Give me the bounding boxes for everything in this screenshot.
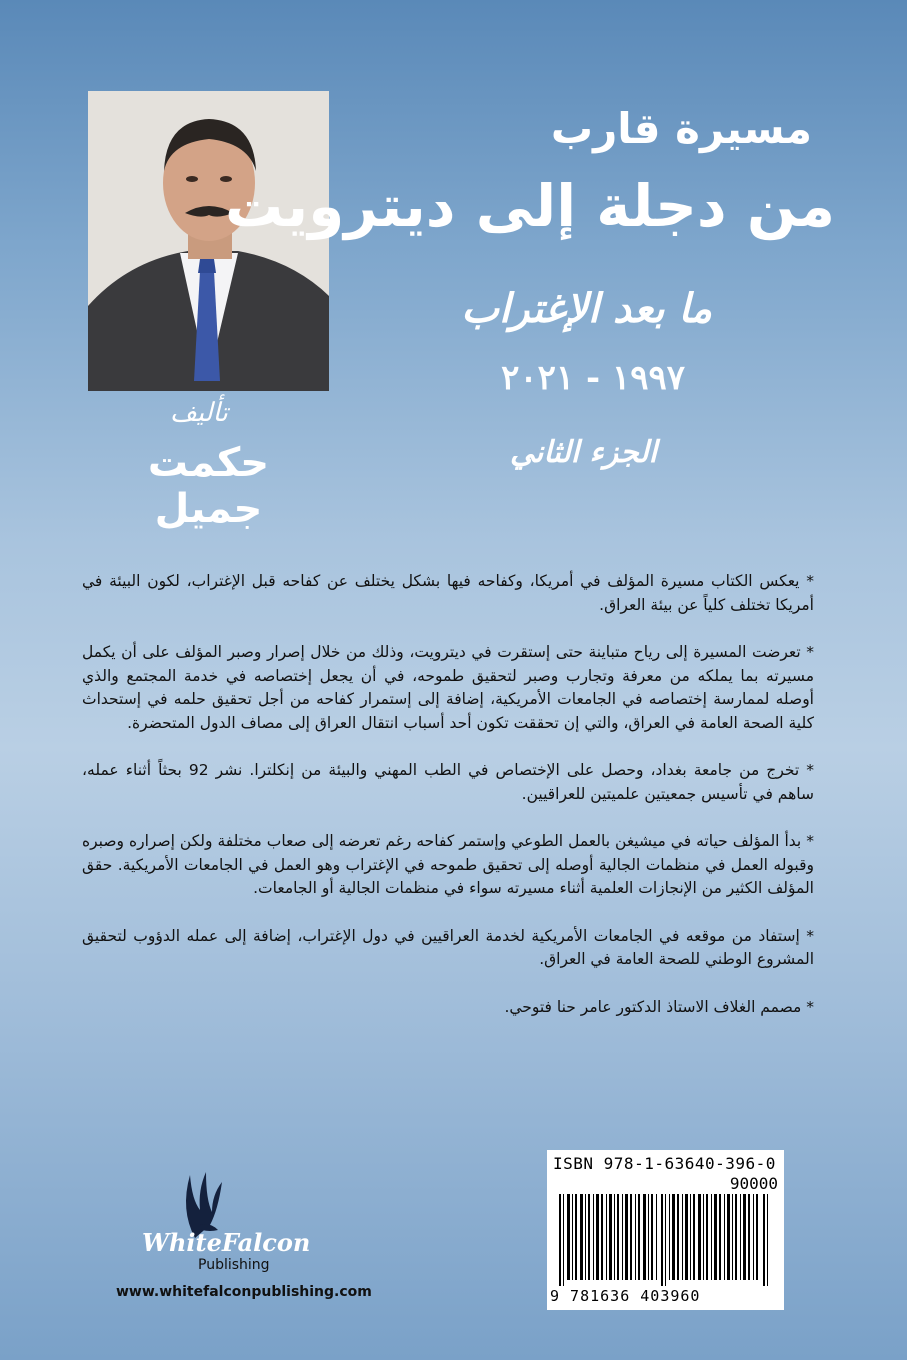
barcode-icon	[555, 1194, 777, 1286]
author-name: حكمت جميل	[147, 440, 270, 532]
isbn-barcode	[547, 1150, 784, 1310]
title-line-1: مسيرة قارب	[550, 104, 812, 153]
years: ١٩٩٧ - ٢٠٢١	[501, 358, 685, 398]
author-label: تأليف	[170, 398, 228, 428]
blurb-paragraph: * يعكس الكتاب مسيرة المؤلف في أمريكا، وكفاحه فيها بشكل يختلف عن كفاحه قبل الإغتراب، لكون البيئة في أمريكا تختلف كلياً عن بيئة العراق.	[82, 572, 814, 614]
part-label: الجزء الثاني	[510, 435, 657, 470]
blurb-paragraph: * تخرج من جامعة بغداد، وحصل على الإختصاص في الطب المهني والبيئة من إنكلترا. نشر 92 بحثاً أثناء عمله، ساهم في تأسيس جمعيتين علميتين للعراقيين.	[82, 761, 814, 803]
publisher-sub: Publishing	[198, 1257, 270, 1273]
title-line-2: من دجلة إلى ديترويت	[225, 172, 835, 240]
author-photo	[88, 91, 329, 391]
price-code: 90000	[729, 1174, 778, 1193]
publisher-website[interactable]: www.whitefalconpublishing.com	[116, 1284, 372, 1300]
blurb-paragraph: * بدأ المؤلف حياته في ميشيغن بالعمل الطوعي وإستمر كفاحه رغم تعرضه إلى صعاب مختلفة ولكن إصراره وصبره وقبوله العمل في منظمات الجالية أوصله إلى تحقيق طموحه في الإغتراب وهو العمل في الجامعات الأمريكية. حقق المؤلف الكثير من الإنجازات العلمية أثناء مسيرته سواء في منظمات الجالية أو الجامعات.	[82, 832, 814, 897]
blurb-paragraph: * تعرضت المسيرة إلى رياح متباينة حتى إستقرت في ديترويت، وذلك من خلال إصرار وصبر المؤلف على أن يكمل مسيرته بما يملكه من معرفة وتجارب وصبر لتحقيق طموحه، في أن يجعل إختصاصه في خدمة المجتمع والذي أوصله لممارسة إختصاصه في الجامعات الأمريكية، إضافة إلى إستمرار كفاحه من أجل تحقيق حلمه في إستحداث كلية الصحة العامة في العراق، والتي إن تحققت تكون أحد أسباب انتقال العراق إلى مصاف الدول المتحضرة.	[82, 643, 814, 732]
isbn-text: ISBN 978-1-63640-396-0	[553, 1154, 776, 1173]
barcode-digits: 9 781636 403960	[550, 1287, 701, 1305]
blurb	[82, 570, 814, 1043]
subtitle: ما بعد الإغتراب	[461, 285, 712, 332]
blurb-paragraph: * إستفاد من موقعه في الجامعات الأمريكية لخدمة العراقيين في دول الإغتراب، إضافة إلى عمله الدؤوب لتحقيق المشروع الوطني للصحة العامة في العراق.	[82, 926, 814, 968]
publisher-name: WhiteFalcon	[142, 1228, 311, 1257]
blurb-paragraph: * مصمم الغلاف الاستاذ الدكتور عامر حنا فتوحي.	[504, 997, 814, 1016]
